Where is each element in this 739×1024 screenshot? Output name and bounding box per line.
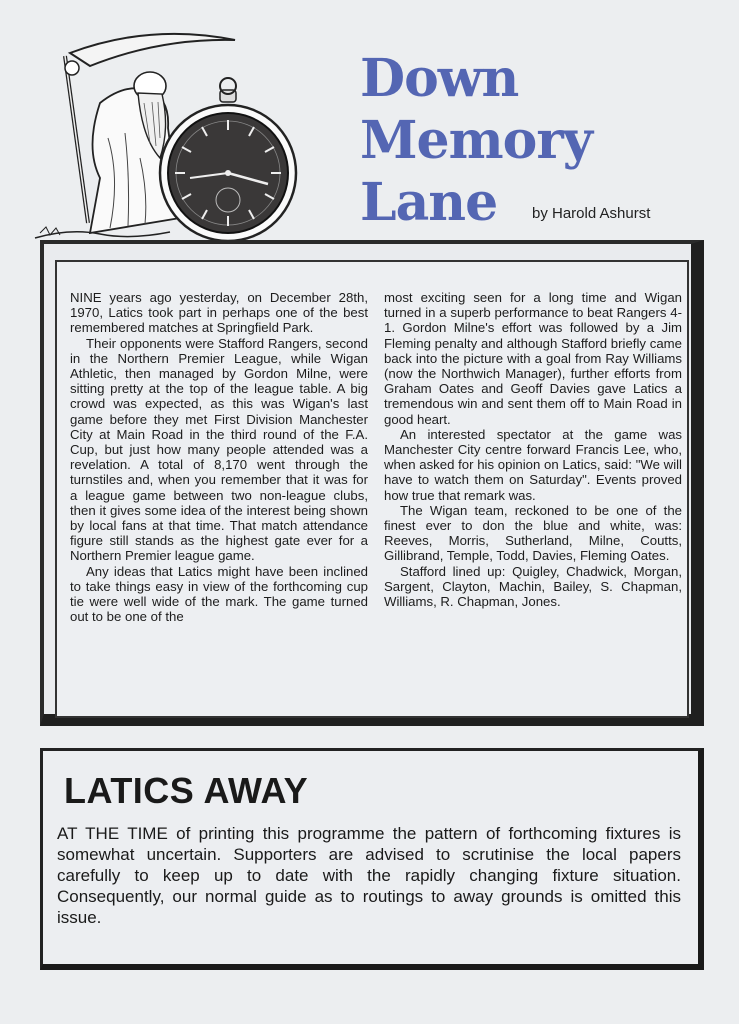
article-paragraph: most exciting seen for a long time and Wigan turned in a superb performance to beat Rangers 4-1. Gordon Milne's effort was followed by a Jim Fleming penalty and although Stafford briefly came back into the picture with a goal from Ray Williams (now the Northwich Manager), further efforts from Graham Oates and Geoff Davies gave Latics a tremendous win and sent them off to Main Road in good heart. — [384, 290, 682, 427]
article-paragraph: The Wigan team, reckoned to be one of the finest ever to don the blue and white, was: Reeves, Morris, Sutherland, Milne, Coutts, Gillibrand, Temple, Todd, Davies, Fleming Oates. — [384, 502, 682, 564]
article-column-right — [384, 290, 682, 609]
pocket-watch-icon — [160, 78, 296, 241]
latics-away-heading: LATICS AWAY — [64, 770, 309, 811]
article-paragraph: An interested spectator at the game was Manchester City centre forward Francis Lee, who, when asked for his opinion on Latics, said: "We will have to watch them on Saturday". Events proved how true that remark was. — [384, 426, 682, 503]
title-line: Down — [360, 48, 519, 109]
title-line: Lane — [360, 172, 498, 233]
article-paragraph: Any ideas that Latics might have been inclined to take things easy in view of the forthcoming cup tie were well wide of the mark. The game turned out to be one of the — [70, 563, 368, 625]
byline: by Harold Ashurst — [532, 205, 651, 222]
article-paragraph: Stafford lined up: Quigley, Chadwick, Morgan, Sargent, Clayton, Machin, Bailey, S. Chapman, Williams, R. Chapman, Jones. — [384, 563, 682, 610]
latics-away-body: AT THE TIME of printing this programme the pattern of forthcoming fixtures is somewhat uncertain. Supporters are advised to scrutinise the local papers carefully to keep up to date with the rapidly changing fixture situation. Consequently, our normal guide as to routings to away grounds is omitted this issue. — [57, 824, 681, 927]
article-column-left — [70, 290, 368, 624]
scythe-icon — [70, 34, 235, 66]
article-paragraph: Their opponents were Stafford Rangers, second in the Northern Premier League, while Wigan Athletic, then managed by Gordon Milne, were sitting pretty at the top of the league table. A big crowd was expected, as this was Wigan's last game before they met First Division Manchester City at Main Road in the third round of the F.A. Cup, but just how many people attended was a revelation. A total of 8,170 went through the turnstiles and, when you remember that it was for a league game between two non-league clubs, then it gives some idea of the interest being shown by local fans at that time. That match attendance figure still stands as the highest gate ever for a Northern Premier league game. — [70, 335, 368, 564]
article-paragraph: NINE years ago yesterday, on December 28th, 1970, Latics took part in perhaps one of the best remembered matches at Springfield Park. — [70, 290, 368, 336]
title-line: Memory — [360, 110, 592, 171]
father-time-illustration — [30, 28, 310, 248]
